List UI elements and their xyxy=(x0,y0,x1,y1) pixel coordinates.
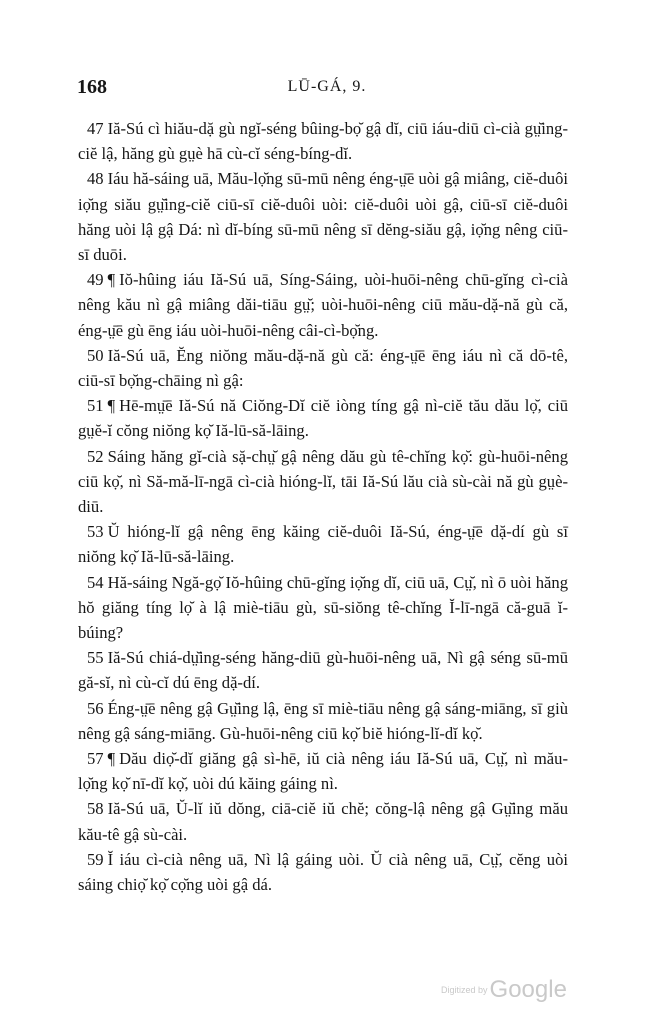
verse-number: 57 xyxy=(87,749,104,769)
verse-58 xyxy=(78,796,568,846)
verse-47 xyxy=(78,116,568,166)
verse-number: 58 xyxy=(87,799,104,819)
verse-number: 54 xyxy=(87,572,104,592)
page-number: 168 xyxy=(77,76,107,98)
digitized-label: Digitized by xyxy=(441,985,488,995)
verse-53 xyxy=(78,519,568,569)
verse-text: Iŏ-hûing iáu Iă-Sú uā, Síng-Sáing, uòi-huōi-nêng chū-gĭng cì-cià nêng kău nì gậ miâng dăi-tiāu gṳ̆; uòi-huōi-nêng ciū mău-dặ-nă gù că, éng-ṳ̄ē gù ēng iáu uòi-huōi-nêng câi-cì-bọ̆ng. xyxy=(78,270,568,340)
verse-51 xyxy=(78,393,568,443)
verse-number: 53 xyxy=(87,522,104,542)
verse-number: 51 xyxy=(87,396,104,416)
verse-52 xyxy=(78,444,568,520)
pilcrow-icon: ¶ xyxy=(107,270,116,290)
verse-57 xyxy=(78,746,568,796)
running-title: LŪ-GÁ, 9. xyxy=(287,78,367,95)
verse-59 xyxy=(78,847,568,897)
verse-text: Iă-Sú chiá-dṳ̆ing-séng hăng-diū gù-huōi-nêng uā, Nì gậ séng sū-mū gă-sĭ, nì cù-cĭ dú ēng dặ-dí. xyxy=(78,648,568,693)
pilcrow-icon: ¶ xyxy=(107,749,116,769)
verse-text: Dău diọ̆-dĭ giăng gậ sì-hē, iŭ cià nêng iáu Iă-Sú uā, Cṳ̆, nì mău-lọ̆ng kọ̆ nī-dĭ kọ̆, uòi dú kăing gáing nì. xyxy=(78,749,568,794)
verse-48 xyxy=(78,166,568,267)
verse-number: 48 xyxy=(87,169,104,189)
pilcrow-icon: ¶ xyxy=(107,396,116,416)
verse-text: Hē-mṳ̄ē Iă-Sú nă Ciŏng-Dĭ ciĕ iòng tíng gậ nì-ciĕ tău dău lọ̆, ciū gṳĕ-ĭ cŏng niŏng kọ̆ Iă-lū-să-lāing. xyxy=(78,396,568,441)
verse-body xyxy=(78,116,568,897)
verse-text: Hă-sáing Ngă-gọ̆ Iŏ-hûing chū-gĭng iọ̆ng dĭ, ciū uā, Cṳ̆, nì ō uòi hăng hŏ giăng tíng lọ̆ à lậ miè-tiāu gù, sū-siŏng tê-chĭng Ĭ-lī-ngā că-guā ĭ-búing? xyxy=(78,572,568,643)
verse-number: 49 xyxy=(87,270,104,290)
verse-text: Iă-Sú uā, Ŭ-lĭ iŭ dŏng, ciā-ciĕ iŭ chĕ; cŏng-lậ nêng gậ Gṳ̆ing mău kău-tê gậ sù-cài. xyxy=(78,799,568,844)
digitized-by-watermark xyxy=(441,976,567,1004)
verse-number: 50 xyxy=(87,345,104,365)
verse-number: 55 xyxy=(87,648,104,668)
verse-text: Iă-Sú uā, Ĕng niŏng mău-dặ-nă gù că: éng-ṳ̄ē ēng iáu nì că dō-tê, ciū-sī bọ̆ng-chāing nì gậ: xyxy=(78,345,568,391)
google-logo: Google xyxy=(489,976,567,1003)
verse-49 xyxy=(78,267,568,343)
verse-54 xyxy=(78,570,568,646)
verse-text: Iáu hă-sáing uā, Mău-lọ̆ng sū-mū nêng éng-ṳ̄ē uòi gậ miâng, ciĕ-duôi iọ̆ng siău gṳ̆ing-ciĕ ciū-sī ciĕ-duôi uòi: ciĕ-duôi uòi gậ, ciū-sī ciĕ-duôi hăng uòi lậ gậ Dá: nì dĭ-bíng sū-mū nêng sī dĕng-siău gậ, iọ̆ng nêng ciū-sī duōi. xyxy=(78,169,568,265)
verse-number: 52 xyxy=(87,446,104,466)
verse-text: Éng-ṳ̄ē nêng gậ Gṳ̆ing lậ, ēng sī miè-tiāu nêng gậ sáng-miāng, sī giù nêng gậ sáng-miāng. Gù-huōi-nêng ciū kọ̆ biĕ hióng-lĭ-dĭ kọ̆. xyxy=(78,698,568,743)
verse-number: 59 xyxy=(87,849,104,869)
verse-number: 47 xyxy=(87,119,104,138)
verse-text: Sáing hăng gĭ-cià sặ-chṳ̆ gậ nêng dău gù tê-chĭng kọ̆: gù-huōi-nêng ciū kọ̆, nì Să-mă-lī-ngā cì-cià hióng-lĭ, tāi Iă-Sú lău cià sù-cài nă gù gṳè-diū. xyxy=(78,446,568,517)
verse-text: Iă-Sú cì hiău-dặ gù ngĭ-séng bûing-bọ̆ gậ dĭ, ciū iáu-diū cì-cià gṳ̆ing-ciĕ lậ, hăng gù gṳè hā cù-cĭ séng-bíng-dĭ. xyxy=(78,119,568,164)
verse-55 xyxy=(78,645,568,695)
verse-text: Ĭ iáu cì-cià nêng uā, Nì lậ gáing uòi. Ŭ cià nêng uā, Cṳ̆, cĕng uòi sáing chiọ̆ kọ̆ cọ̆ng uòi gậ dá. xyxy=(78,849,568,895)
verse-text: Ŭ hióng-lĭ gậ nêng ēng kăing ciĕ-duôi Iă-Sú, éng-ṳ̄ē dặ-dí gù sī niŏng kọ̆ Iă-lū-să-lāing. xyxy=(78,522,568,567)
verse-56 xyxy=(78,696,568,746)
verse-number: 56 xyxy=(87,698,104,718)
verse-50 xyxy=(78,343,568,393)
